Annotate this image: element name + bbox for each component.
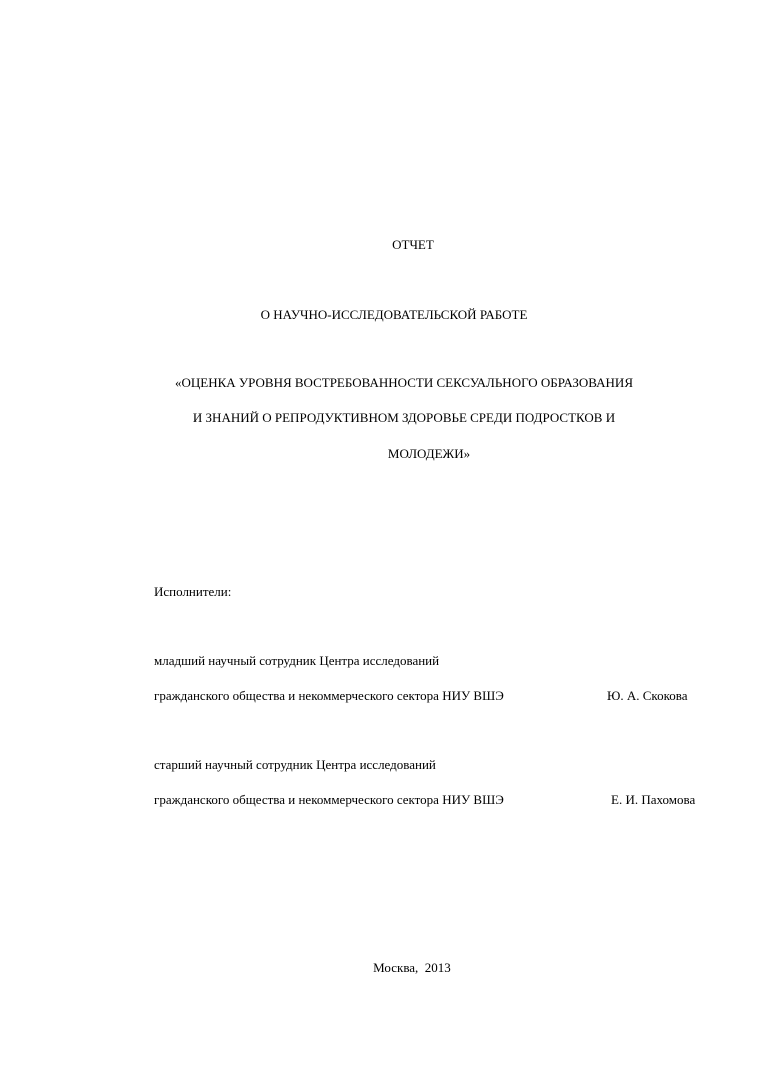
city-year: Москва, 2013 (373, 960, 451, 975)
performer-1-position-line-1: младший научный сотрудник Центра исследований (154, 653, 440, 668)
performer-2-position-line-1: старший научный сотрудник Центра исследований (154, 757, 436, 772)
report-title: ОТЧЕТ (392, 237, 434, 252)
performer-2-position-line-2: гражданского общества и некоммерческого сектора НИУ ВШЭ (154, 792, 504, 807)
performer-2-name: Е. И. Пахомова (611, 792, 696, 807)
performer-1-position-line-2: гражданского общества и некоммерческого сектора НИУ ВШЭ (154, 688, 504, 703)
performers-label: Исполнители: (154, 584, 232, 599)
report-theme-line-1: «ОЦЕНКА УРОВНЯ ВОСТРЕБОВАННОСТИ СЕКСУАЛЬНОГО ОБРАЗОВАНИЯ (175, 375, 633, 390)
report-theme-line-2: И ЗНАНИЙ О РЕПРОДУКТИВНОМ ЗДОРОВЬЕ СРЕДИ ПОДРОСТКОВ И (192, 410, 616, 425)
report-subtitle: О НАУЧНО-ИССЛЕДОВАТЕЛЬСКОЙ РАБОТЕ (260, 307, 528, 322)
performer-1-name: Ю. А. Скокова (607, 688, 688, 703)
report-theme-line-3: МОЛОДЕЖИ» (387, 446, 471, 461)
